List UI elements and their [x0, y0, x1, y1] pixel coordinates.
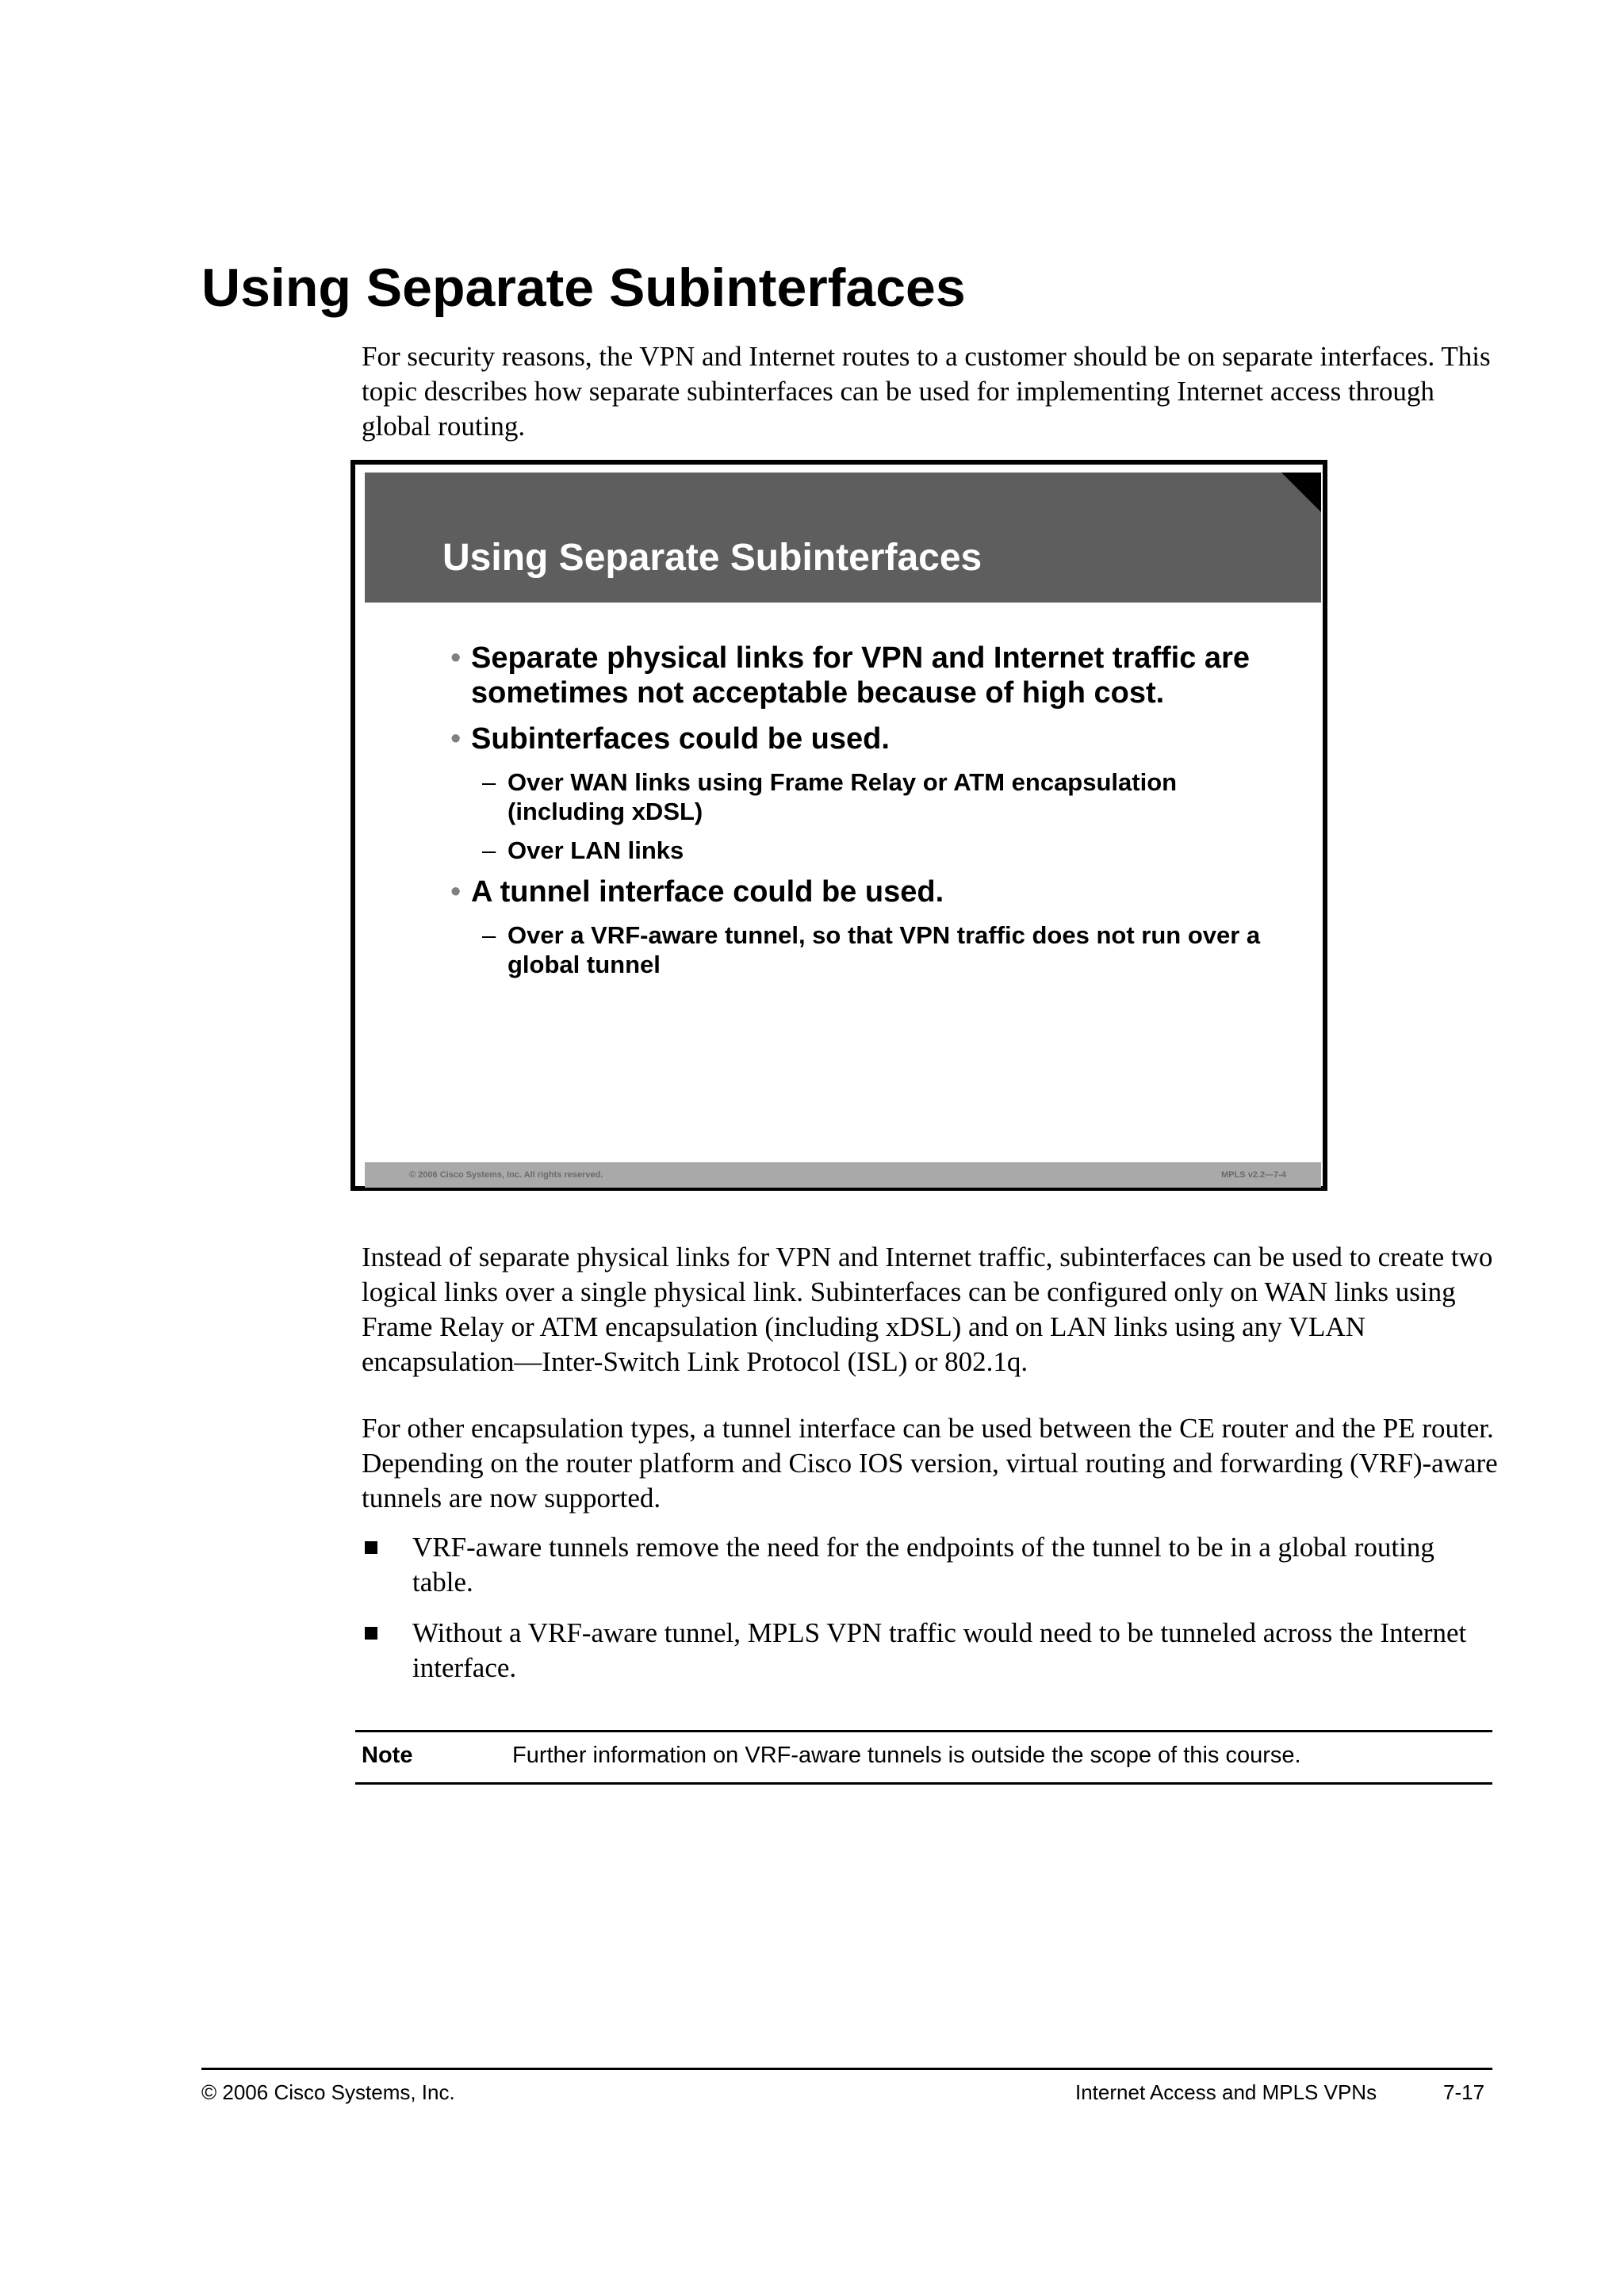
slide-sub-bullet-text: Over LAN links	[508, 836, 684, 864]
slide-sub-bullet-text: Over a VRF-aware tunnel, so that VPN traffic does not run over a global tunnel	[508, 921, 1261, 978]
slide-bullet	[450, 874, 1264, 909]
intro-paragraph: For security reasons, the VPN and Internet routes to a customer should be on separate interfaces. This topic describes how separate subinterfaces can be used for implementing Internet access through global routing.	[362, 341, 1491, 442]
body-paragraph: Instead of separate physical links for VPN and Internet traffic, subinterfaces can be used to create two logical links over a single physical link. Subinterfaces can be configured only on WAN links using Frame Relay or ATM encapsulation (including xDSL) and on LAN links using any VLAN encapsulation—Inter-Switch Link Protocol (ISL) or 802.1q.	[362, 1242, 1493, 1377]
dash-icon: –	[482, 768, 496, 796]
slide-sub-bullet	[450, 767, 1277, 826]
note-text: Further information on VRF-aware tunnels is outside the scope of this course.	[512, 1743, 1301, 1768]
slide-corner-mark	[1281, 473, 1321, 512]
list-item-text: VRF-aware tunnels remove the need for the endpoints of the tunnel to be in a global routing table.	[412, 1532, 1434, 1598]
bullet-dot-icon: •	[450, 641, 462, 675]
slide-bullet-text: Subinterfaces could be used.	[471, 722, 890, 756]
slide-sub-bullet	[450, 920, 1277, 979]
slide-bullet-list	[450, 641, 1259, 989]
note-label: Note	[362, 1743, 413, 1768]
slide-bullet-text: A tunnel interface could be used.	[471, 875, 944, 909]
slide-sub-bullet-text: Over WAN links using Frame Relay or ATM encapsulation (including xDSL)	[508, 768, 1178, 825]
footer-page-number: 7-17	[1443, 2080, 1485, 2104]
slide-number: MPLS v2.2—7-4	[1221, 1170, 1286, 1180]
dash-icon: –	[482, 921, 496, 949]
footer-course-title: Internet Access and MPLS VPNs	[1075, 2080, 1377, 2104]
bullet-dot-icon: •	[450, 722, 462, 756]
slide-header	[365, 473, 1321, 603]
page-title: Using Separate Subinterfaces	[201, 258, 966, 318]
slide-bullet	[450, 721, 1264, 756]
list-item	[365, 1530, 1475, 1601]
slide-title: Using Separate Subinterfaces	[442, 537, 982, 579]
slide-sub-bullet	[450, 836, 1277, 865]
footer-copyright: © 2006 Cisco Systems, Inc.	[201, 2080, 455, 2104]
note-bottom-rule	[355, 1782, 1492, 1785]
slide-footer	[365, 1162, 1321, 1188]
note-top-rule	[355, 1730, 1492, 1732]
body-paragraph: For other encapsulation types, a tunnel interface can be used between the CE router and the PE router. Depending on the router platform and Cisco IOS version, virtual routing and forwarding (VRF)-aware tunnels are now supported.	[362, 1413, 1498, 1513]
footer-rule	[201, 2068, 1492, 2070]
bullet-dot-icon: •	[450, 875, 462, 909]
list-item	[365, 1616, 1475, 1687]
square-bullet-icon	[365, 1541, 377, 1554]
slide-copyright: © 2006 Cisco Systems, Inc. All rights reserved.	[409, 1170, 603, 1180]
list-item-text: Without a VRF-aware tunnel, MPLS VPN traffic would need to be tunneled across the Internet interface.	[412, 1617, 1467, 1683]
slide-bullet	[450, 641, 1264, 710]
slide-bullet-text: Separate physical links for VPN and Internet traffic are sometimes not acceptable because of high cost.	[471, 641, 1250, 710]
slide-figure	[350, 460, 1327, 1191]
square-bullet-icon	[365, 1627, 377, 1640]
dash-icon: –	[482, 836, 496, 864]
